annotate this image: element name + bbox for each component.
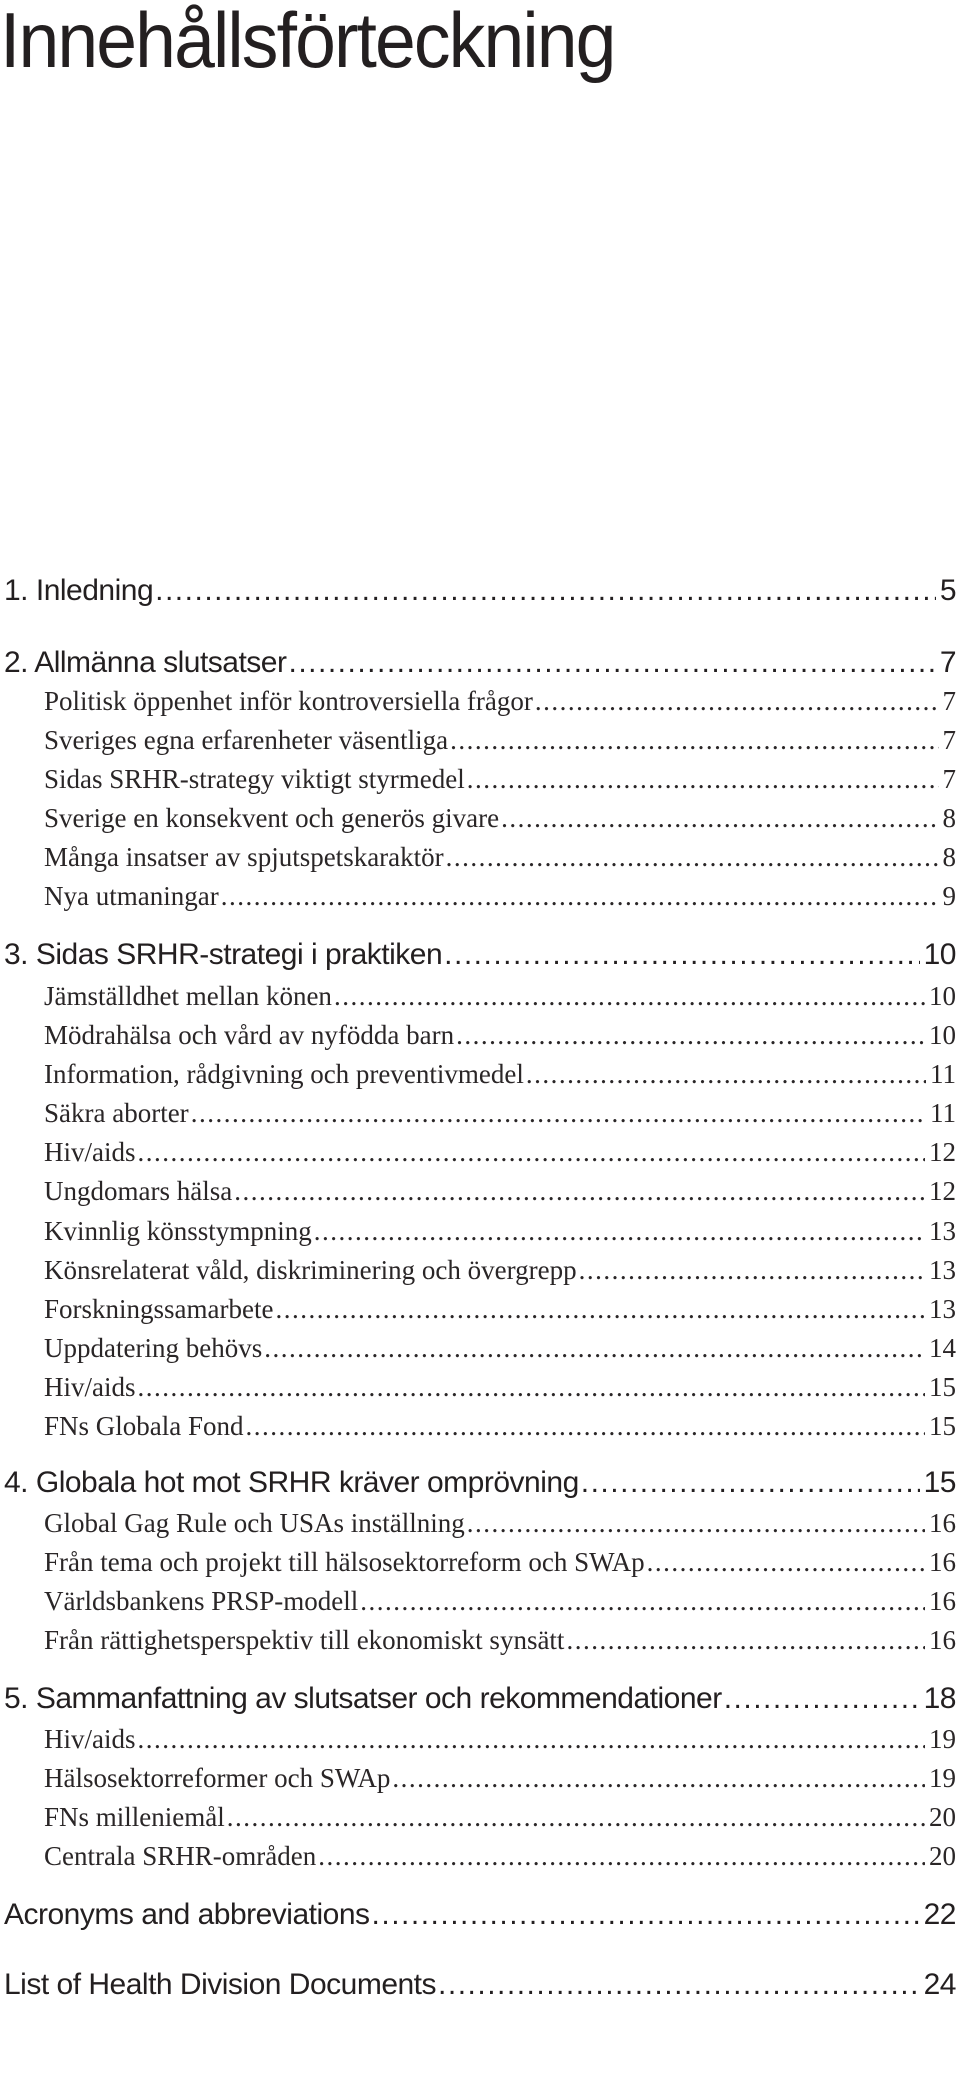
toc-page-number: 10 [929,1020,956,1050]
toc-section-entry[interactable] [4,574,956,608]
toc-entry-title: Sveriges egna erfarenheter väsentliga [44,725,449,755]
toc-page-number: 19 [929,1763,956,1793]
toc-dot-leader [138,1137,926,1168]
toc-dot-leader [566,1625,925,1656]
toc-subsection-entry[interactable] [44,1137,956,1168]
toc-page-number: 7 [942,725,956,755]
toc-entry-title: Hälsosektorreformer och SWAp [44,1763,391,1793]
toc-page-number: 11 [930,1059,956,1089]
toc-subsection-entry[interactable] [44,1372,956,1403]
toc-dot-leader [314,1216,925,1247]
toc-page-number: 7 [942,686,956,716]
page-title: Innehållsförteckning [0,0,615,84]
toc-dot-leader [221,881,939,912]
toc-section-entry[interactable] [4,646,956,680]
toc-page-number: 13 [929,1216,956,1246]
toc-subsection-entry[interactable] [44,1255,956,1286]
toc-entry-title: Mödrahälsa och vård av nyfödda barn [44,1020,455,1050]
toc-page-number: 10 [923,938,956,971]
toc-page-number: 7 [939,646,956,679]
toc-dot-leader [450,725,938,756]
toc-subsection-entry[interactable] [44,842,956,873]
toc-section-entry[interactable] [4,1968,956,2002]
toc-page-number: 8 [942,803,956,833]
toc-entry-title: Forskningssamarbete [44,1294,274,1324]
toc-dot-leader [372,1898,920,1932]
toc-entry-title: Information, rådgivning och preventivmedel [44,1059,524,1089]
toc-subsection-entry[interactable] [44,1586,956,1617]
toc-page-number: 5 [939,574,956,607]
toc-entry-title: Ungdomars hälsa [44,1176,233,1206]
toc-subsection-entry[interactable] [44,881,956,912]
toc-entry-title: 2. Allmänna slutsatser [4,646,287,679]
toc-entry-title: Många insatser av spjutspetskaraktör [44,842,444,872]
toc-entry-title: Global Gag Rule och USAs inställning [44,1508,465,1538]
toc-dot-leader [288,646,935,680]
toc-page-number: 24 [923,1968,956,2001]
toc-dot-leader [501,803,938,834]
toc-subsection-entry[interactable] [44,1547,956,1578]
toc-entry-title: List of Health Division Documents [4,1968,437,2001]
toc-page-number: 15 [929,1372,956,1402]
toc-page-number: 20 [929,1841,956,1871]
toc-page-number: 12 [929,1137,956,1167]
toc-dot-leader [579,1255,925,1286]
toc-dot-leader [264,1333,925,1364]
toc-subsection-entry[interactable] [44,1059,956,1090]
toc-entry-title: Könsrelaterat våld, diskriminering och övergrepp [44,1255,577,1285]
toc-page-number: 15 [929,1411,956,1441]
toc-entry-title: Acronyms and abbreviations [4,1898,370,1931]
toc-entry-title: 5. Sammanfattning av slutsatser och rekommendationer [4,1682,722,1715]
toc-dot-leader [647,1547,925,1578]
toc-entry-title: 4. Globala hot mot SRHR kräver omprövning [4,1466,579,1499]
toc-entry-title: Hiv/aids [44,1137,136,1167]
toc-dot-leader [724,1682,920,1716]
toc-page-number: 7 [942,764,956,794]
toc-page-number: 16 [929,1625,956,1655]
toc-subsection-entry[interactable] [44,1841,956,1872]
toc-entry-title: Centrala SRHR-områden [44,1841,317,1871]
toc-subsection-entry[interactable] [44,1508,956,1539]
toc-page-number: 15 [923,1466,956,1499]
toc-subsection-entry[interactable] [44,803,956,834]
toc-entry-title: Hiv/aids [44,1724,136,1754]
toc-dot-leader [138,1372,926,1403]
toc-subsection-entry[interactable] [44,981,956,1012]
toc-entry-title: Politisk öppenhet inför kontroversiella frågor [44,686,533,716]
toc-section-entry[interactable] [4,938,956,972]
toc-entry-title: Uppdatering behövs [44,1333,263,1363]
toc-page-number: 19 [929,1724,956,1754]
toc-dot-leader [535,686,939,717]
toc-subsection-entry[interactable] [44,725,956,756]
toc-dot-leader [234,1176,925,1207]
toc-dot-leader [334,981,925,1012]
toc-entry-title: Sverige en konsekvent och generös givare [44,803,500,833]
toc-page-number: 11 [930,1098,956,1128]
toc-entry-title: 3. Sidas SRHR-strategi i praktiken [4,938,443,971]
toc-dot-leader [456,1020,925,1051]
toc-entry-title: Säkra aborter [44,1098,189,1128]
toc-page-number: 22 [923,1898,956,1931]
toc-subsection-entry[interactable] [44,1411,956,1442]
toc-page-number: 16 [929,1547,956,1577]
toc-dot-leader [438,1968,920,2002]
toc-page-number: 13 [929,1255,956,1285]
toc-entry-title: Hiv/aids [44,1372,136,1402]
toc-subsection-entry[interactable] [44,1724,956,1755]
toc-entry-title: Från tema och projekt till hälsosektorreform och SWAp [44,1547,645,1577]
toc-dot-leader [318,1841,925,1872]
toc-dot-leader [155,574,936,608]
toc-page-number: 10 [929,981,956,1011]
toc-section-entry[interactable] [4,1682,956,1716]
toc-entry-title: Sidas SRHR-strategy viktigt styrmedel [44,764,465,794]
toc-page-number: 9 [942,881,956,911]
toc-entry-title: 1. Inledning [4,574,154,607]
toc-dot-leader [138,1724,926,1755]
toc-page-number: 20 [929,1802,956,1832]
toc-dot-leader [444,938,919,972]
toc-dot-leader [446,842,939,873]
toc-subsection-entry[interactable] [44,686,956,717]
toc-dot-leader [191,1098,926,1129]
toc-entry-title: Kvinnlig könsstympning [44,1216,312,1246]
toc-page-number: 12 [929,1176,956,1206]
toc-page-number: 18 [923,1682,956,1715]
toc-dot-leader [581,1466,920,1500]
toc-dot-leader [360,1586,925,1617]
toc-page-number: 16 [929,1586,956,1616]
toc-dot-leader [246,1411,925,1442]
toc-entry-title: Jämställdhet mellan könen [44,981,332,1011]
toc-section-entry[interactable] [4,1898,956,1932]
toc-page-number: 14 [929,1333,956,1363]
toc-subsection-entry[interactable] [44,1802,956,1833]
toc-subsection-entry[interactable] [44,1294,956,1325]
toc-entry-title: Nya utmaningar [44,881,219,911]
toc-page-number: 8 [942,842,956,872]
toc-subsection-entry[interactable] [44,1020,956,1051]
toc-entry-title: Världsbankens PRSP-modell [44,1586,359,1616]
toc-subsection-entry[interactable] [44,1625,956,1656]
toc-dot-leader [392,1763,925,1794]
toc-dot-leader [275,1294,925,1325]
toc-dot-leader [227,1802,925,1833]
toc-subsection-entry[interactable] [44,1216,956,1247]
toc-dot-leader [526,1059,926,1090]
toc-entry-title: FNs Globala Fond [44,1411,244,1441]
toc-dot-leader [467,764,939,795]
toc-entry-title: FNs milleniemål [44,1802,225,1832]
toc-subsection-entry[interactable] [44,1176,956,1207]
toc-subsection-entry[interactable] [44,1098,956,1129]
toc-subsection-entry[interactable] [44,764,956,795]
toc-page-number: 13 [929,1294,956,1324]
toc-dot-leader [467,1508,925,1539]
toc-page-number: 16 [929,1508,956,1538]
toc-section-entry[interactable] [4,1466,956,1500]
toc-subsection-entry[interactable] [44,1763,956,1794]
toc-subsection-entry[interactable] [44,1333,956,1364]
toc-entry-title: Från rättighetsperspektiv till ekonomiskt synsätt [44,1625,565,1655]
